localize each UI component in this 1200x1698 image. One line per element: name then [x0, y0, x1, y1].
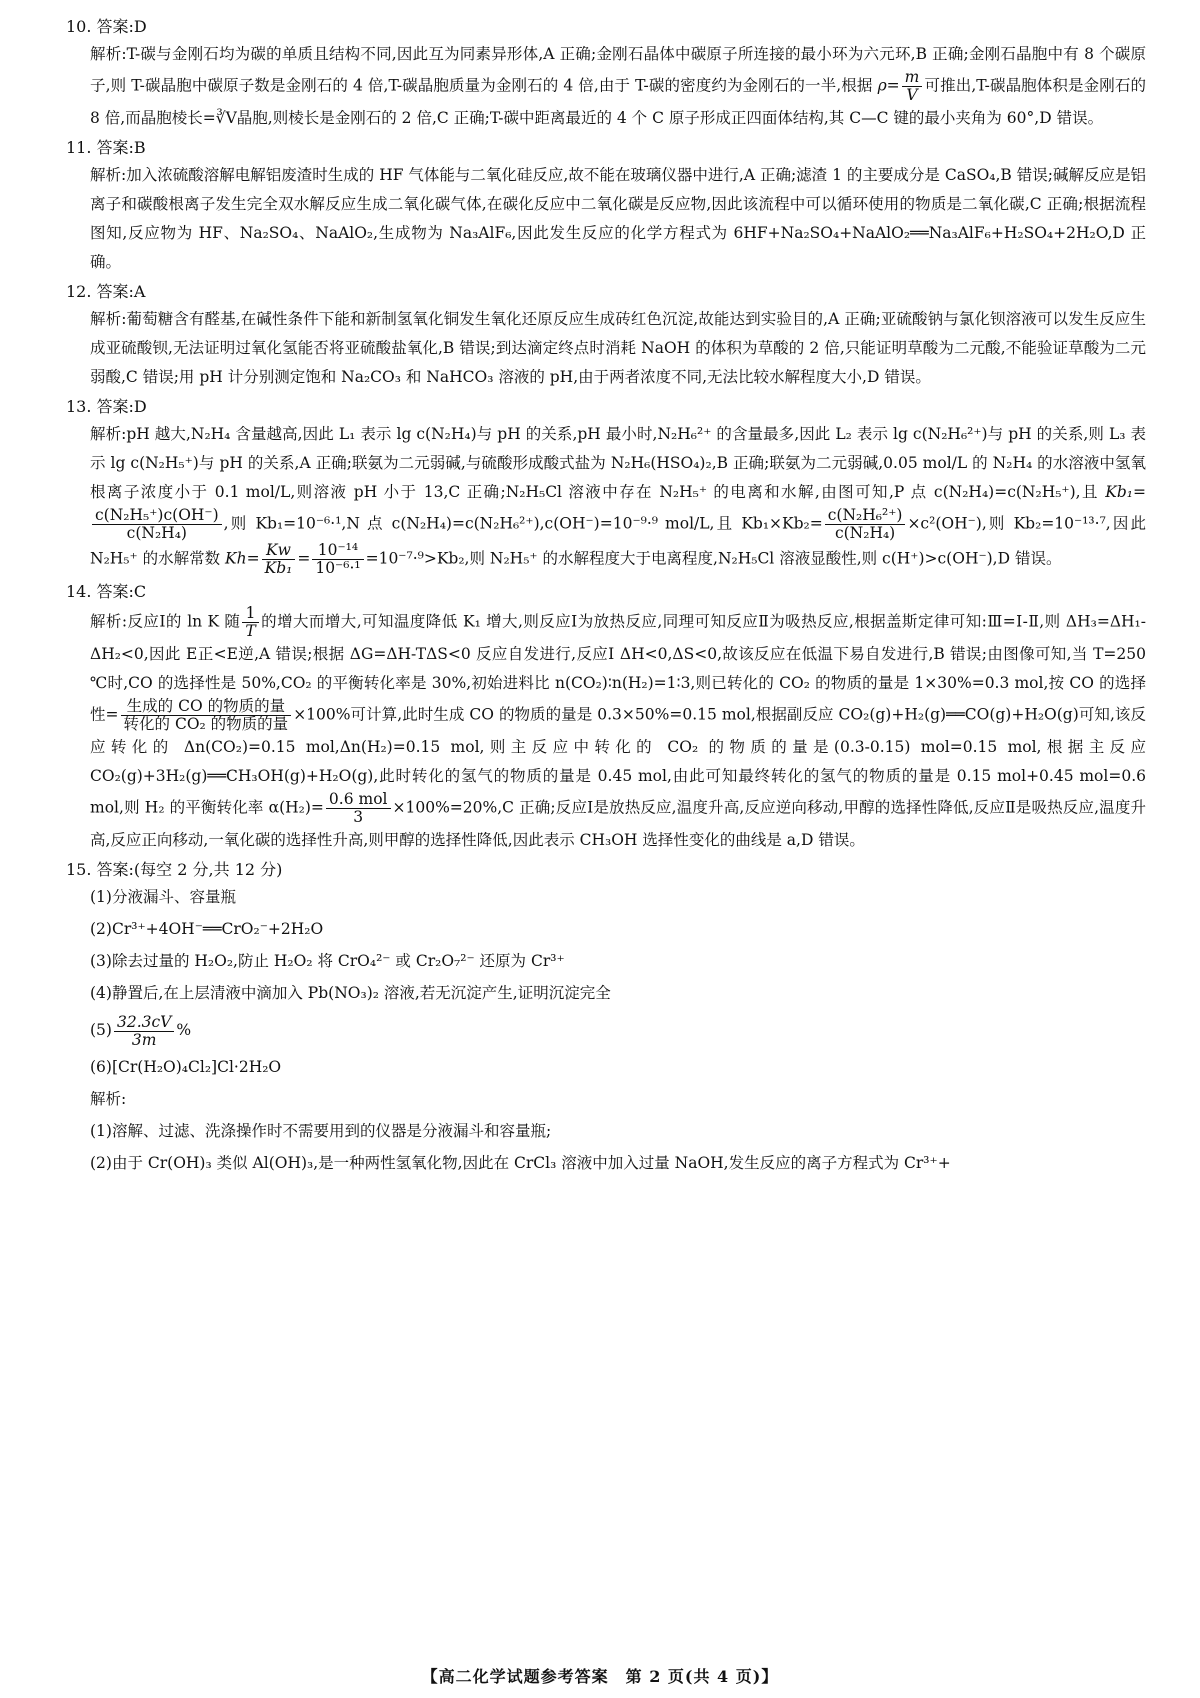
q15-answer-3: (3)除去过量的 H₂O₂,防止 H₂O₂ 将 CrO₄²⁻ 或 Cr₂O₇²⁻ 还原为 Cr³⁺	[90, 952, 565, 970]
q13-analysis	[90, 420, 1146, 577]
q10-answer: 10. 答案:D	[66, 17, 147, 36]
q14-text-4: ×100%=20%,C 正确;反应Ⅰ是放热反应,温度升高,反应逆向移动,甲醇的选择性降低,反应Ⅱ是吸热反应,温度升高,反应正向移动,一氧化碳的选择性升高,则甲醇的选择性降低,因此表示 CH₃OH 选择性变化的曲线是 a,D 错误。	[90, 798, 1146, 849]
q10-text-2: 可推出,T-碳晶胞体积是金刚石的 8 倍,而晶胞棱长=	[90, 76, 1146, 127]
q14-conversion-fraction: 0.6 mol 3	[326, 791, 391, 826]
q14-inverse-t-fraction: $\frac{1}{T}$	[242, 605, 258, 640]
q11-analysis: 解析:加入浓硫酸溶解电解铝废渣时生成的 HF 气体能与二氧化硅反应,故不能在玻璃仪器中进行,A 正确;滤渣 1 的主要成分是 CaSO₄,B 错误;碱解反应是铝离子和碳酸根离子发生完全双水解反应生成二氧化碳气体,在碳化反应中二氧化碳是反应物,因此该流程中可以循环使用的物质是二氧化碳,C 正确;根据流程图知,反应物为 HF、Na₂SO₄、NaAlO₂,生成物为 Na₃AlF₆,因此发生反应的化学方程式为 6HF+Na₂SO₄+NaAlO₂══Na₃AlF₆+H₂SO₄+2H₂O,D 正确。	[90, 166, 1146, 271]
q13-kw-fraction: $\frac{Kw}{\text{Kb₁}}$	[262, 542, 296, 577]
q13-text-3: ×c²(OH⁻),则 Kb₂=10⁻¹³·⁷,因此 N₂H₅⁺ 的水解常数	[90, 514, 1146, 568]
q14-selectivity-fraction: 生成的 CO 的物质的量 转化的 CO₂ 的物质的量	[121, 698, 292, 733]
q15-purity-fraction: $\frac{32.3cV}{3m}$	[114, 1014, 174, 1049]
q15-analysis-2: (2)由于 Cr(OH)₃ 类似 Al(OH)₃,是一种两性氢氧化物,因此在 CrCl₃ 溶液中加入过量 NaOH,发生反应的离子方程式为 Cr³⁺+	[90, 1154, 951, 1172]
q14-analysis	[90, 605, 1146, 855]
q14-text-2: 的增大而增大,可知温度降低 K₁ 增大,则反应Ⅰ为放热反应,同理可知反应Ⅱ为吸热反应,根据盖斯定律可知:Ⅲ=Ⅰ-Ⅱ,则 ΔH₃=ΔH₁-ΔH₂<0,因此 E正<E逆,A 错误;根据 ΔG=ΔH-TΔS<0 反应自发进行,反应Ⅰ ΔH<0,ΔS<0,故该反应在低温下易自发进行,B 错误;由图像可知,当 T=250 ℃时,CO 的选择性是 50%,CO₂ 的平衡转化率是 30%,初始进料比 n(CO₂)∶n(H₂)=1∶3,则已转化的 CO₂ 的物质的量是 1×30%=0.3 mol,按 CO 的选择性=	[90, 612, 1147, 724]
q15-answer-6: (6)[Cr(H₂O)₄Cl₂]Cl·2H₂O	[90, 1058, 282, 1076]
q14-answer: 14. 答案:C	[66, 582, 147, 601]
q10-cube-root: ∛V晶胞	[215, 109, 268, 127]
q14-text-1: 解析:反应Ⅰ的 ln K 随	[90, 612, 241, 631]
q15-answer-2: (2)Cr³⁺+4OH⁻══CrO₂⁻+2H₂O	[90, 920, 324, 938]
q13-power-fraction: $\frac{\text{10⁻¹⁴}}{\text{10⁻⁶·¹}}$	[312, 542, 363, 577]
page-footer: 【高二化学试题参考答案 第 2 页(共 4 页)】	[421, 1667, 779, 1686]
q13-kb1-fraction: $\frac{\text{c(N₂H₅⁺)c(OH⁻)}}{\text{c(N₂H₄)}}$	[92, 507, 222, 542]
q12-answer: 12. 答案:A	[66, 282, 146, 301]
q12-analysis: 解析:葡萄糖含有醛基,在碱性条件下能和新制氢氧化铜发生氧化还原反应生成砖红色沉淀,故能达到实验目的,A 正确;亚硫酸钠与氯化钡溶液可以发生反应生成亚硫酸钡,无法证明过氧化氢能否将亚硫酸盐氧化,B 错误;到达滴定终点时消耗 NaOH 的体积为草酸的 2 倍,只能证明草酸为二元酸,不能验证草酸为二元弱酸,C 错误;用 pH 计分别测定饱和 Na₂CO₃ 和 NaHCO₃ 溶液的 pH,由于两者浓度不同,无法比较水解程度大小,D 错误。	[90, 310, 1146, 386]
q10-rho: ρ=	[877, 76, 900, 95]
q10-density-fraction: $\frac{m}{V}$	[902, 69, 923, 104]
q13-text-4: =10⁻⁷·⁹>Kb₂,则 N₂H₅⁺ 的水解程度大于电离程度,N₂H₅Cl 溶液显酸性,则 c(H⁺)>c(OH⁻),D 错误。	[365, 549, 1062, 568]
q13-equals: =	[297, 549, 311, 568]
q14-text-3: ×100%可计算,此时生成 CO 的物质的量是 0.3×50%=0.15 mol,根据副反应 CO₂(g)+H₂(g)══CO(g)+H₂O(g)可知,该反应转化的 Δn(CO₂)=0.15 mol,Δn(H₂)=0.15 mol,则主反应中转化的 CO₂ 的物质的量是(0.3-0.15) mol=0.15 mol,根据主反应 CO₂(g)+3H₂(g)══CH₃OH(g)+H₂O(g),此时转化的氢气的物质的量是 0.45 mol,由此可知最终转化的氢气的物质的量是 0.15 mol+0.45 mol=0.6 mol,则 H₂ 的平衡转化率 α(H₂)=	[90, 705, 1146, 817]
q15-answer-4: (4)静置后,在上层清液中滴加入 Pb(NO₃)₂ 溶液,若无沉淀产生,证明沉淀完全	[90, 984, 611, 1002]
q15-answer-5: (5) $\frac{32.3cV}{3m}$ %	[90, 1012, 192, 1049]
q15-answer-1: (1)分液漏斗、容量瓶	[90, 888, 236, 906]
q10-text-3: ,则棱长是金刚石的 2 倍,C 正确;T-碳中距离最近的 4 个 C 原子形成正四面体结构,其 C—C 键的最小夹角为 60°,D 错误。	[267, 109, 1104, 127]
q15-answer: 15. 答案:(每空 2 分,共 12 分)	[66, 860, 283, 879]
q13-answer: 13. 答案:D	[66, 397, 147, 416]
content	[66, 16, 1146, 1179]
q15-analysis-label: 解析:	[90, 1090, 127, 1108]
q10-analysis	[90, 40, 1146, 133]
q11-answer: 11. 答案:B	[66, 138, 146, 157]
q13-text-1: 解析:pH 越大,N₂H₄ 含量越高,因此 L₁ 表示 lg c(N₂H₄)与 pH 的关系,pH 最小时,N₂H₆²⁺ 的含量最多,因此 L₂ 表示 lg c(N₂H₆²⁺)与 pH 的关系,则 L₃ 表示 lg c(N₂H₅⁺)与 pH 的关系,A 正确;联氨为二元弱碱,与硫酸形成酸式盐为 N₂H₆(HSO₄)₂,B 正确;联氨为二元弱碱,0.05 mol/L 的 N₂H₄ 的水溶液中氢氧根离子浓度小于 0.1 mol/L,则溶液 pH 小于 13,C 正确;N₂H₅Cl 溶液中存在 N₂H₅⁺ 的电离和水解,由图可知,P 点 c(N₂H₄)=c(N₂H₅⁺),且	[90, 425, 1146, 501]
q10-text-1: 解析:T-碳与金刚石均为碳的单质且结构不同,因此互为同素异形体,A 正确;金刚石晶体中碳原子所连接的最小环为六元环,B 正确;金刚石晶胞中有 8 个碳原子,则 T-碳晶胞中碳原子数是金刚石的 4 倍,T-碳晶胞质量为金刚石的 4 倍,由于 T-碳的密度约为金刚石的一半,根据	[90, 45, 1146, 95]
q13-text-2: ,则 Kb₁=10⁻⁶·¹,N 点 c(N₂H₄)=c(N₂H₆²⁺),c(OH⁻)=10⁻⁹·⁹ mol/L,且 Kb₁×Kb₂=	[223, 514, 823, 533]
q15-analysis-1: (1)溶解、过滤、洗涤操作时不需要用到的仪器是分液漏斗和容量瓶;	[90, 1122, 552, 1140]
q13-kb1: Kb₁=	[1105, 483, 1146, 501]
q13-kb-product-fraction: $\frac{\text{c(N₂H₆²⁺)}}{\text{c(N₂H₄)}}$	[825, 507, 906, 542]
q13-kh: Kh=	[225, 549, 260, 568]
